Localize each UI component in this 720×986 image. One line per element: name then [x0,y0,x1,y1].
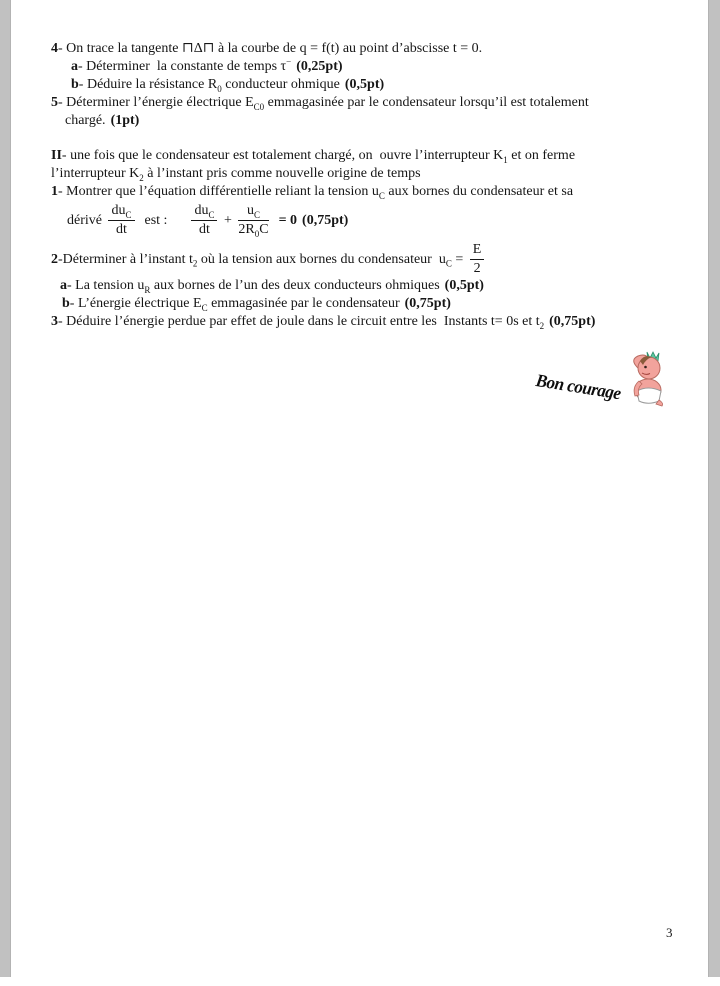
eq-equals-zero: = 0 [271,212,298,228]
q5-cont-text: chargé. [65,113,106,128]
q2a-marker: a [60,278,67,294]
fraction-denominator: 2 [473,261,481,277]
section2-cont-text2: à l’instant pris comme nouvelle origine de temps [143,166,421,181]
q4b-text: - Déduire la résistance R [78,77,218,92]
q2b-marker: b [62,296,70,312]
k1-subscript: 1 [503,154,508,165]
line-q2a [51,277,691,295]
section2-cont-text: l’interrupteur K [51,166,140,181]
eq-plus: + [220,212,236,228]
q2a-points: (0,5pt) [444,278,484,294]
fraction-numerator: $du_C$ [108,203,134,221]
q2b-text: - L’énergie électrique E [69,296,202,312]
q4a-points: (0,25pt) [296,59,343,74]
differential-equation [51,203,691,238]
q4-marker: 4 [51,41,58,56]
bon-courage-stamp [536,350,668,410]
line-q1 [51,183,691,201]
fraction-numerator: $u_C$ [238,203,268,221]
eq-points: (0,75pt) [302,212,349,228]
q2-text3: = [451,252,467,267]
line-section2 [51,147,691,165]
q2b-points: (0,75pt) [404,296,451,312]
r0-subscript: 0 [217,83,222,94]
viewer-gutter-right [708,0,720,977]
uc-subscript: C [378,190,385,201]
tau-superscript: − [286,56,292,67]
q1-marker: 1 [51,184,58,199]
q2a-text: - La tension u [67,278,145,294]
line-q5-cont [51,112,691,130]
fraction-duc-dt-2 [191,203,217,238]
line-q3 [51,313,691,331]
fraction-denominator: $2R_0C$ [238,222,269,239]
fraction-denominator: dt [116,222,127,238]
q2b-text2: emmagasinée par le condensateur [207,296,400,312]
ur-subscript: R [144,285,151,296]
line-q2b [51,295,691,313]
q3-points: (0,75pt) [549,314,596,330]
q1-text: - Montrer que l’équation différentielle reliant la tension u [58,184,379,199]
ec0-subscript: C0 [253,101,265,112]
q5-text2: emmagasinée par le condensateur lorsqu’il est totalement [264,95,589,110]
section2-text: - une fois que le condensateur est totalement chargé, on ouvre l’interrupteur K [61,148,504,163]
line-q4 [51,40,691,58]
baby-cartoon-icon [618,350,668,408]
section2-text2: et on ferme [507,148,576,163]
t2-subscript: 2 [539,321,545,332]
line-section2-cont [51,165,691,183]
ec-subscript: C [201,303,208,314]
exam-page-text [51,40,691,331]
q5-points: (1pt) [110,113,140,128]
t2-subscript: 2 [192,258,198,269]
eq-mid: est : [137,212,189,228]
q3-text: - Déduire l’énergie perdue par effet de joule dans le circuit entre les Instants t= 0s et t [58,314,540,330]
line-q4b [51,76,691,94]
q4b-points: (0,5pt) [344,77,385,92]
q2-text: -Déterminer à l’instant t [58,252,193,267]
line-q4a [51,58,691,76]
fraction-numerator: E [470,242,485,260]
viewer-gutter-left [0,0,11,977]
fraction-uc-2r0c [238,203,268,238]
bon-courage-text: Bon courage [534,370,623,404]
k2-subscript: 2 [139,172,144,183]
q4b-marker: b [71,77,79,92]
fraction-denominator: dt [199,222,210,238]
q2-marker: 2 [51,252,58,267]
section2-marker: II [51,148,62,163]
fraction-numerator: $du_C$ [191,203,217,221]
q1-text2: aux bornes du condensateur et sa [384,184,574,199]
uc-subscript: C [445,258,452,269]
eq-prefix: dérivé [67,212,106,228]
q5-text: - Déterminer l’énergie électrique E [58,95,254,110]
q4a-text: - Déterminer la constante de temps τ [78,59,287,74]
fraction-e-over-2 [470,242,485,277]
page-number: 3 [666,925,673,940]
q4b-text2: conducteur ohmique [221,77,340,92]
q4-text: - On trace la tangente ⊓Δ⊓ à la courbe de q = f(t) au point d’abscisse t = 0. [58,41,483,56]
line-q2 [51,242,691,277]
q2a-text2: aux bornes de l’un des deux conducteurs ohmiques [150,278,440,294]
q5-marker: 5 [51,95,58,110]
line-q5 [51,94,691,112]
fraction-duc-dt-1 [108,203,134,238]
q4a-marker: a [71,59,78,74]
q2-text2: où la tension aux bornes du condensateur u [197,252,446,267]
q3-marker: 3 [51,314,58,330]
